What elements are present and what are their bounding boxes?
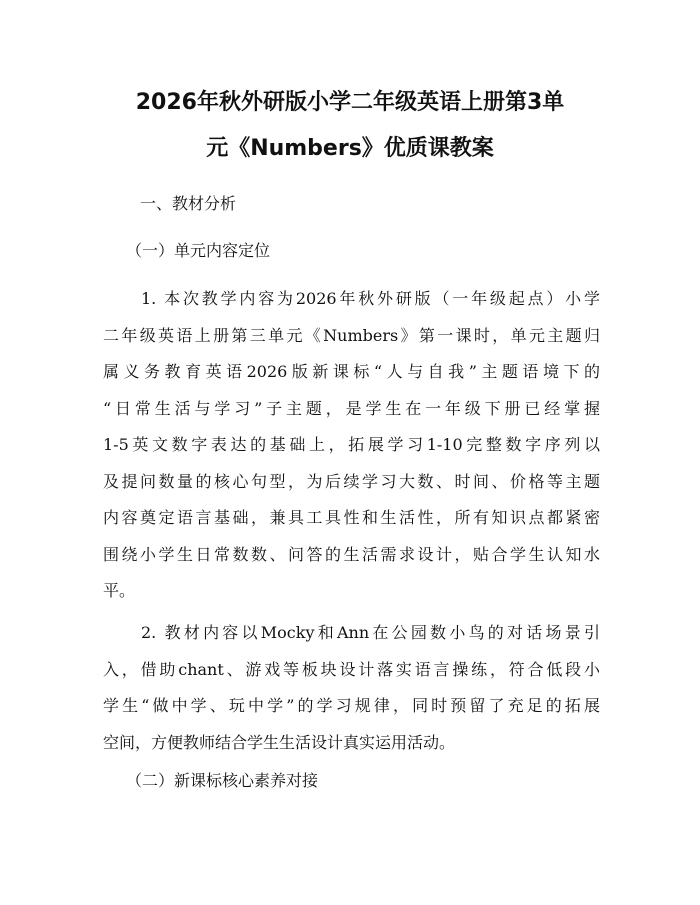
document-title-line-1: 2026年秋外研版小学二年级英语上册第3单 <box>135 90 565 115</box>
paragraph-line: 二年级英语上册第三单元《Numbers》第一课时，单元主题归 <box>103 325 600 345</box>
paragraph-2 <box>103 621 600 767</box>
paragraph-line: “日常生活与学习”子主题，是学生在一年级下册已经掌握 <box>103 398 600 418</box>
paragraph-line: 2. 教材内容以Mocky和Ann在公园数小鸟的对话场景引 <box>141 623 600 642</box>
paragraph-line: 学生“做中学、玩中学”的学习规律，同时预留了充足的拓展 <box>103 696 600 715</box>
section-heading-textbook-analysis: 一、教材分析 <box>140 194 237 213</box>
subsection-heading-core-literacy: （二）新课标核心素养对接 <box>126 771 319 790</box>
paragraph-line: 1. 本次教学内容为2026年秋外研版（一年级起点）小学 <box>141 289 600 308</box>
paragraph-1 <box>103 287 600 616</box>
paragraph-line: 属义务教育英语2026版新课标“人与自我”主题语境下的 <box>103 362 600 381</box>
paragraph-line: 围绕小学生日常数数、问答的生活需求设计，贴合学生认知水 <box>103 544 600 564</box>
paragraph-line: 内容奠定语言基础，兼具工具性和生活性，所有知识点都紧密 <box>103 508 600 527</box>
paragraph-line: 1-5英文数字表达的基础上，拓展学习1-10完整数字序列以 <box>103 435 600 454</box>
subsection-heading-unit-positioning: （一）单元内容定位 <box>126 241 271 260</box>
paragraph-line: 及提问数量的核心句型，为后续学习大数、时间、价格等主题 <box>103 471 600 491</box>
paragraph-line: 平。 <box>103 581 136 600</box>
paragraph-line: 入，借助chant、游戏等板块设计落实语言操练，符合低段小 <box>103 659 600 679</box>
paragraph-line: 空间，方便教师结合学生生活设计真实运用活动。 <box>103 732 456 752</box>
document-title-line-2: 元《Numbers》优质课教案 <box>206 136 494 161</box>
